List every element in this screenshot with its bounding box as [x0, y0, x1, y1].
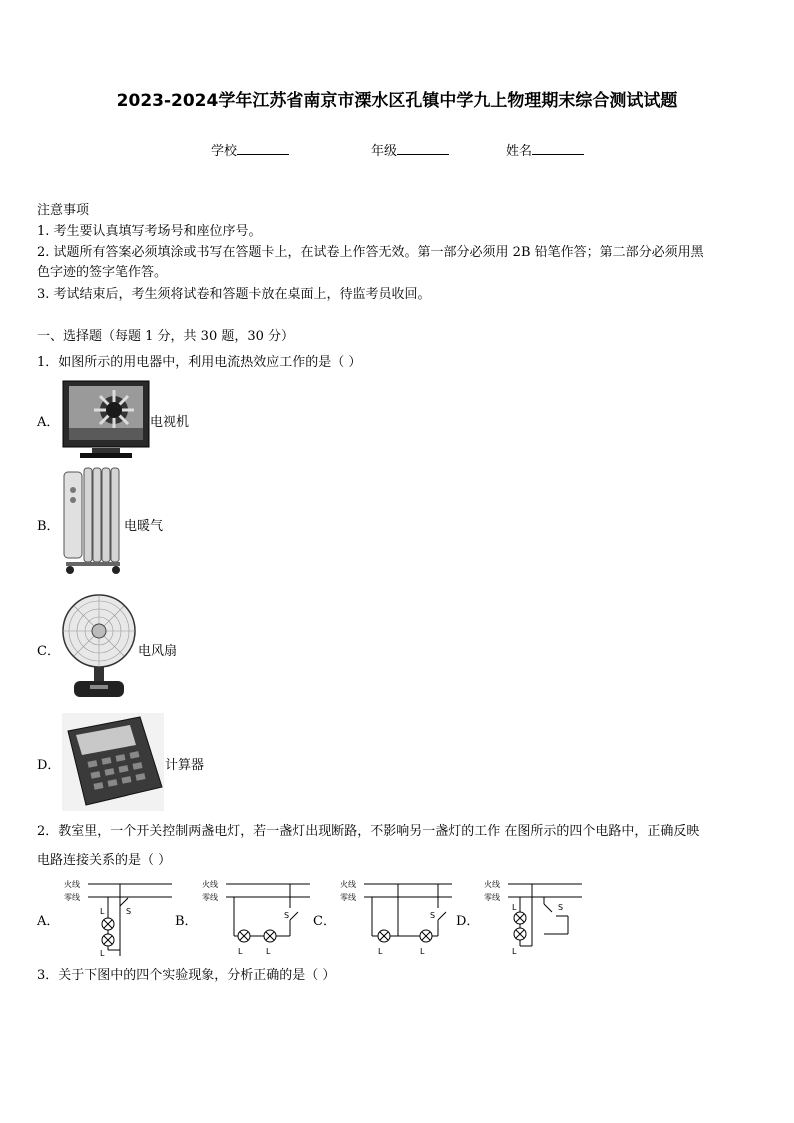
name-label: 姓名 [506, 144, 533, 159]
q2-option-d-letter[interactable]: D． [456, 914, 480, 929]
calculator-image [62, 713, 164, 815]
q1-option-c-label: 电风扇 [138, 644, 178, 659]
school-field[interactable] [211, 140, 289, 159]
q2-stem-line1: 2．教室里，一个开关控制两盏电灯，若一盏灯出现断路，不影响另一盏灯的工作 在图所示的四个电路中，正确反映 [37, 824, 700, 839]
q1-option-c-letter[interactable]: C． [37, 644, 60, 659]
circuit-b-lamp1-label: L [238, 947, 243, 956]
note-item-1: 1. 考生要认真填写考场号和座位序号。 [37, 224, 262, 239]
q2-option-c-letter[interactable]: C． [313, 914, 336, 929]
circuit-c-lamp2-label: L [420, 947, 425, 956]
circuit-c [338, 878, 454, 962]
name-field[interactable] [506, 140, 584, 159]
note-item-3: 3. 考试结束后，考生须将试卷和答题卡放在桌面上，待监考员收回。 [37, 287, 431, 302]
fan-image [60, 593, 138, 707]
circuit-b-lamp2-label: L [266, 947, 271, 956]
circuit-b-live-label: 火线 [202, 880, 218, 889]
q1-stem: 1．如图所示的用电器中，利用电流热效应工作的是（ ） [37, 355, 362, 370]
section-heading: 一、选择题（每题 1 分，共 30 题，30 分） [37, 329, 295, 344]
heater-image [62, 466, 124, 582]
grade-label: 年级 [371, 144, 398, 159]
page-title: 2023-2024学年江苏省南京市溧水区孔镇中学九上物理期末综合测试试题 [116, 91, 678, 111]
q1-option-b-label: 电暖气 [124, 519, 164, 534]
circuit-a-lamp2-label: L [100, 949, 105, 958]
circuit-a-lamp1-label: L [100, 907, 105, 916]
school-blank[interactable] [237, 142, 289, 155]
circuit-c-switch-label: S [430, 911, 436, 920]
circuit-a-switch-label: S [126, 907, 132, 916]
name-blank[interactable] [532, 142, 584, 155]
note-item-2: 2. 试题所有答案必须填涂或书写在答题卡上，在试卷上作答无效。第一部分必须用 2B 铅笔作答；第二部分必须用黑 [37, 245, 704, 260]
circuit-a [62, 878, 174, 962]
note-item-2-cont: 色字迹的签字笔作答。 [37, 265, 168, 280]
circuit-d-lamp1-label: L [512, 903, 517, 912]
circuit-b [200, 878, 312, 962]
q1-option-b-letter[interactable]: B． [37, 519, 60, 534]
q3-stem: 3．关于下图中的四个实验现象，分析正确的是（ ） [37, 968, 336, 983]
circuit-b-neutral-label: 零线 [202, 893, 218, 902]
circuit-c-live-label: 火线 [340, 880, 356, 889]
notes-heading: 注意事项 [37, 203, 90, 218]
circuit-c-lamp1-label: L [378, 947, 383, 956]
q2-stem-line2: 电路连接关系的是（ ） [37, 853, 172, 868]
circuit-d-neutral-label: 零线 [484, 893, 500, 902]
grade-field[interactable] [371, 140, 449, 159]
q1-option-a-label: 电视机 [150, 415, 190, 430]
q1-option-d-label: 计算器 [165, 758, 205, 773]
circuit-a-live-label: 火线 [64, 880, 80, 889]
tv-image [62, 380, 150, 464]
q1-option-d-letter[interactable]: D． [37, 758, 61, 773]
circuit-d-live-label: 火线 [484, 880, 500, 889]
grade-blank[interactable] [397, 142, 449, 155]
circuit-d-lamp2-label: L [512, 947, 517, 956]
q2-option-a-letter[interactable]: A． [37, 914, 60, 929]
q1-option-a-letter[interactable]: A． [37, 415, 60, 430]
circuit-d [482, 878, 586, 962]
circuit-b-switch-label: S [284, 911, 290, 920]
circuit-a-neutral-label: 零线 [64, 893, 80, 902]
school-label: 学校 [211, 144, 238, 159]
q2-option-b-letter[interactable]: B． [175, 914, 198, 929]
circuit-c-neutral-label: 零线 [340, 893, 356, 902]
circuit-d-switch-label: S [558, 903, 564, 912]
